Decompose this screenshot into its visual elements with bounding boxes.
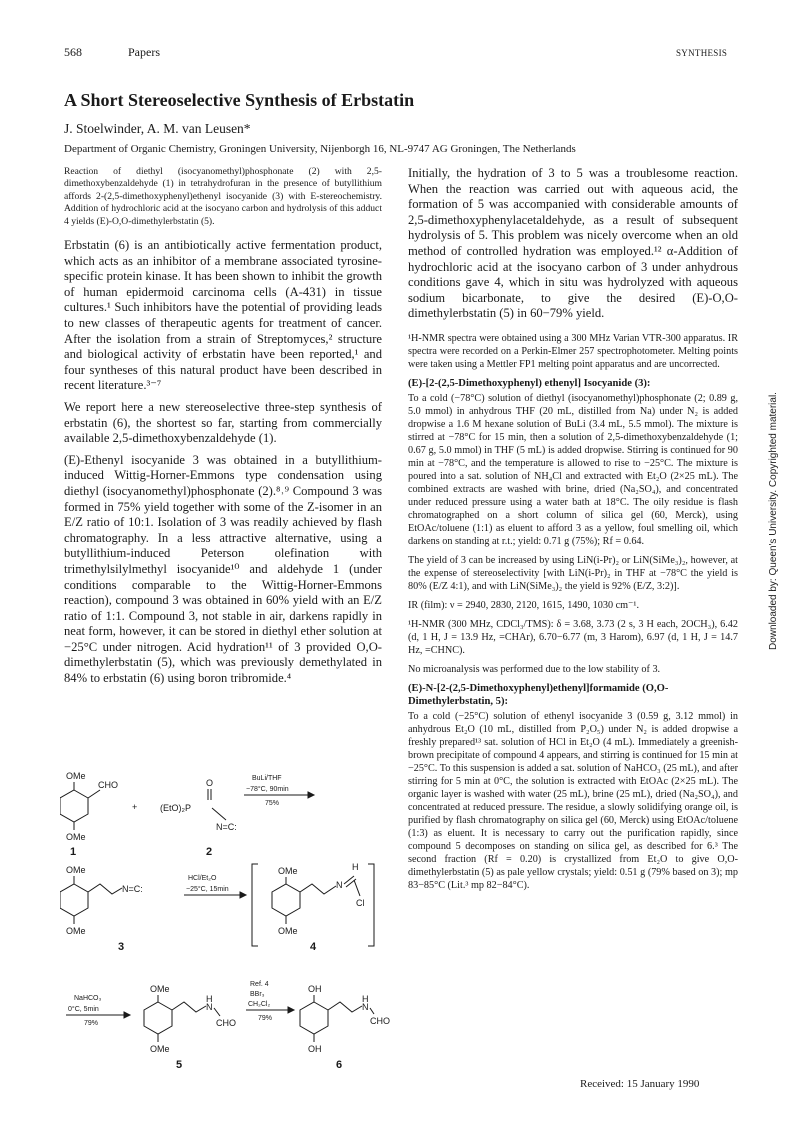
condition-text: −78°C, 90min — [246, 786, 289, 793]
procedure-paragraph: The yield of 3 can be increased by using LiN(i-Pr)₂ or LiN(SiMe₃)₂, however, at the expense of stereoselectivity [with LiN(i-Pr)₂ in THF at −78°C the yield is 80% (E/Z 4:1), and with LiN(SiMe₃)₂ the yield is 92% (E/Z, 3:2)]. — [408, 554, 738, 592]
left-column — [64, 166, 382, 693]
received-date: Received: 15 January 1990 — [580, 1078, 700, 1090]
compound-2-structure — [160, 778, 237, 858]
compound-label-3: 3 — [118, 941, 125, 953]
right-column — [408, 166, 738, 898]
reaction-scheme — [60, 770, 400, 1110]
oxygen-label: O — [206, 778, 214, 788]
condition-text: −25°C, 15min — [186, 886, 229, 893]
reagent-text: NaHCO₃ — [74, 995, 102, 1002]
compound-label-1: 1 — [70, 846, 77, 858]
body-paragraph: (E)-Ethenyl isocyanide 3 was obtained in a butyllithium-induced Wittig-Horner-Emmons type condensation using diethyl (isocyanomethyl)phosphonate (2).⁸˒⁹ Compound 3 was formed in 75% yield together with some of the Z-isomer in an E/Z ratio of 10:1. Isolation of 3 was readily achieved by flash chromatography. In a less attractive alternative, using a butyllithium-induced Peterson olefination with trimethylsilylmethyl isocyanide¹⁰ and aldehyde 1 (under conditions comparable to the Wittig-Horner-Emmons reaction), compound 3 was obtained in 60% yield with an E/Z ratio of 1:1. Compound 3, not stable in air, darkens rapidly in neat form, however, it can be stored in diethyl ether solution at −25°C under nitrogen. Acid hydration¹¹ of 3 provided O,O-dimethylerbstatin (5), which was previously demethylated in 84% to erbstatin (6) using boron tribromide.⁴ — [64, 452, 382, 686]
condition-text: 0°C, 5min — [68, 1006, 99, 1013]
procedure-paragraph: To a cold (−78°C) solution of diethyl (isocyanomethyl)phosphonate (2; 0.89 g, 5.0 mmol) in anhydrous THF (20 mL, distilled from Na) under N₂ is added dropwise a 1.6 M hexane solution of BuLi (3.4 mL, 5.5 mmol). The mixture is stirred at −78°C for 15 min, then a solution of 2,5-dimethoxybenzaldehyde (1; 0.67 g, 5.0 mmol) in THF (5 mL) is added dropwise. Stirring is continued for 90 min at −78°C, and the temperature is allowed to rise to −25°C. The mixture is poured into a sat. solution of NH₄Cl and extracted with Et₂O (2×25 mL). The combined extracts are washed with brine, dried (Na₂SO₄), and concentrated under reduced pressure using a water bath at 18°C. The oily residue is flash chromatographed on a short column of silica gel (60, Merck), using EtOAc/toluene (1:1) as eluent to afford 3 as a yellow, foul smelling oil, which darkens on standing at r.t.; yield: 0.71 g (75%); Rf = 0.64. — [408, 392, 738, 547]
reagent-text: BuLi/THF — [252, 775, 282, 782]
compound-label-4: 4 — [310, 941, 317, 953]
yield-text: 75% — [265, 800, 280, 807]
methoxy-label: OMe — [278, 926, 298, 936]
hydrogen-label: H — [352, 862, 359, 872]
isocyanide-label: N=C: — [122, 884, 143, 894]
isocyanide-label: N=C: — [216, 822, 237, 832]
article-title: A Short Stereoselective Synthesis of Erbstatin — [64, 90, 415, 110]
hydroxy-label: OH — [308, 1044, 322, 1054]
aldehyde-label: CHO — [98, 780, 118, 790]
ir-data: IR (film): ν = 2940, 2830, 2120, 1615, 1490, 1030 cm⁻¹. — [408, 599, 640, 611]
chlorine-label: Cl — [356, 898, 365, 908]
reagent-text: HCl/Et₂O — [188, 875, 217, 882]
plus-sign: + — [132, 802, 138, 812]
abstract: Reaction of diethyl (isocyanomethyl)phosphonate (2) with 2,5-dimethoxybenzaldehyde (1) in tetrahydrofuran in the presence of butyllithium affords 2-(2,5-dimethoxyphenyl)ethenyl isocyanide (3) with E-stereochemistry. Addition of hydrochloric acid at the isocyano carbon and hydrolysis of this adduct 4 yields (E)-O,O-dimethylerbstatin (5). — [64, 166, 382, 227]
experimental-note: ¹H-NMR spectra were obtained using a 300 MHz Varian VTR-300 apparatus. IR spectra were recorded on a Perkin-Elmer 257 spectrophotometer. Melting points were taken using a Mettler FP1 melting point apparatus and are uncorrected. — [408, 332, 738, 370]
formyl-label: CHO — [370, 1016, 390, 1026]
yield-text: 79% — [84, 1020, 99, 1027]
methoxy-label: OMe — [66, 926, 86, 936]
journal-name: SYNTHESIS — [676, 48, 728, 58]
methoxy-label: OMe — [278, 866, 298, 876]
compound-label-5: 5 — [176, 1059, 183, 1071]
reaction-arrow-4 — [246, 981, 294, 1022]
procedure-paragraph: No microanalysis was performed due to the low stability of 3. — [408, 663, 661, 675]
compound-label-2: 2 — [206, 846, 213, 858]
compound-5-structure — [144, 984, 236, 1071]
methoxy-label: OMe — [66, 832, 86, 842]
reaction-arrow-2 — [184, 875, 246, 898]
compound-label-6: 6 — [336, 1059, 343, 1071]
yield-text: 79% — [258, 1015, 273, 1022]
compound-3-structure — [60, 865, 143, 953]
hydrogen-label: H — [362, 994, 369, 1004]
methoxy-label: OMe — [150, 1044, 170, 1054]
procedure-paragraph: To a cold (−25°C) solution of ethenyl isocyanide 3 (0.59 g, 3.12 mmol) in anhydrous Et₂O (10 mL, distilled from P₂O₅) under N₂ is added dropwise a freshly prepared¹³ sat. solution of HCl in Et₂O (4 mL). Immediately a greenish-brown precipitate of compound 4 appears, and stirring is continued for 15 min at −25°C. To this suspension is added a sat. solution of NaHCO₃ (25 mL), and after stirring for 5 min at 0°C, the solution is extracted with EtOAc (2×25 mL). The organic layer is washed with water (25 mL), brine (25 mL), dried (Na₂SO₄), and concentrated at reduced pressure. The residue, a slowly solidifying orange oil, is purified by flash chromatography on silica gel (60, Merck) using EtOAc/toluene (1:3) as eluent. It is necessary to carry out the purification rapidly, since compound 5 decomposes on standing on silica gel, as described for 6.³ The second fraction (Rf = 0.20) is crystallized from Et₂O to give O,O-dimethylerbstatin (5) as pale yellow crystals; yield: 0.51 g (79% based on 3); mp 83−85°C (Lit.³ mp 82−84°C). — [408, 710, 738, 891]
formyl-label: CHO — [216, 1018, 236, 1028]
reaction-arrow-1 — [244, 775, 314, 807]
compound-6-structure — [300, 984, 390, 1071]
methoxy-label: OMe — [66, 771, 86, 781]
phosphonate-label: (EtO)₂P — [160, 803, 191, 813]
nitrogen-label: N — [336, 880, 343, 890]
nitrogen-label: N — [362, 1002, 369, 1012]
body-paragraph: We report here a new stereoselective three-step synthesis of erbstatin (6), the shortest so far, starting from commercially available 2,5-dimethoxybenzaldehyde (1). — [64, 399, 382, 446]
methoxy-label: OMe — [66, 865, 86, 875]
section-label: Papers — [128, 45, 160, 59]
methoxy-label: OMe — [150, 984, 170, 994]
article-affiliation: Department of Organic Chemistry, Groningen University, Nijenborgh 16, NL-9747 AG Groningen, The Netherlands — [64, 143, 576, 155]
hydroxy-label: OH — [308, 984, 322, 994]
nitrogen-label: N — [206, 1002, 213, 1012]
reaction-arrow-3 — [66, 995, 130, 1027]
body-paragraph: Erbstatin (6) is an antibiotically active fermentation product, which acts as an inhibitor of a membrane associated tyrosine-specific protein kinase. It has been shown to inhibit the growth of human epidermoid carcinoma cells (A-431) in tissue cultures.¹ Such inhibitors have the potential of providing leads to new classes of therapeutic agents for treatment of cancer. After the isolation from a strain of Streptomyces,² structure and biological activity of erbstatin have been reported,¹ and four syntheses of this natural product have been described in recent literature.³⁻⁷ — [64, 238, 382, 393]
download-watermark: Downloaded by: Queen's University. Copyrighted material. — [768, 392, 779, 650]
reagent-text: BBr₃ — [250, 991, 265, 998]
section-heading: (E)-[2-(2,5-Dimethoxyphenyl) ethenyl] Isocyanide (3): — [408, 377, 651, 389]
hydrogen-label: H — [206, 994, 213, 1004]
reference-text: Ref. 4 — [250, 981, 269, 988]
article-authors: J. Stoelwinder, A. M. van Leusen* — [64, 121, 251, 136]
solvent-text: CH₂Cl₂ — [248, 1001, 271, 1008]
compound-4-structure — [252, 862, 374, 953]
section-heading: (E)-N-[2-(2,5-Dimethoxyphenyl)ethenyl]formamide (O,O-Dimethylerbstatin, 5): — [408, 682, 669, 707]
body-paragraph: Initially, the hydration of 3 to 5 was a troublesome reaction. When the reaction was carried out with aqueous acid, the formation of 5 was accompanied with considerable amounts of 2,5-dimethoxyphenylacetaldehyde, as a result of subsequent hydrolysis of 5. This problem was nicely overcome when an old method of controlled hydration was employed.¹² α-Addition of hydrochloric acid at the isocyano carbon of 3 under anhydrous conditions gave 4, which in situ was hydrolyzed with aqueous sodium bicarbonate, to give the desired (E)-O,O-dimethylerbstatin (5) in 60−79% yield. — [408, 166, 738, 321]
nmr-data: ¹H-NMR (300 MHz, CDCl₃/TMS): δ = 3.68, 3.73 (2 s, 3 H each, 2OCH₃), 6.42 (d, 1 H, J = 13.9 Hz, =CHAr), 6.70−6.77 (m, 3 Harom), 6.97 (d, 1 H, J = 14.7 Hz, =CHNC). — [408, 618, 738, 656]
compound-1-structure — [60, 771, 118, 858]
page-number: 568 — [64, 45, 82, 59]
